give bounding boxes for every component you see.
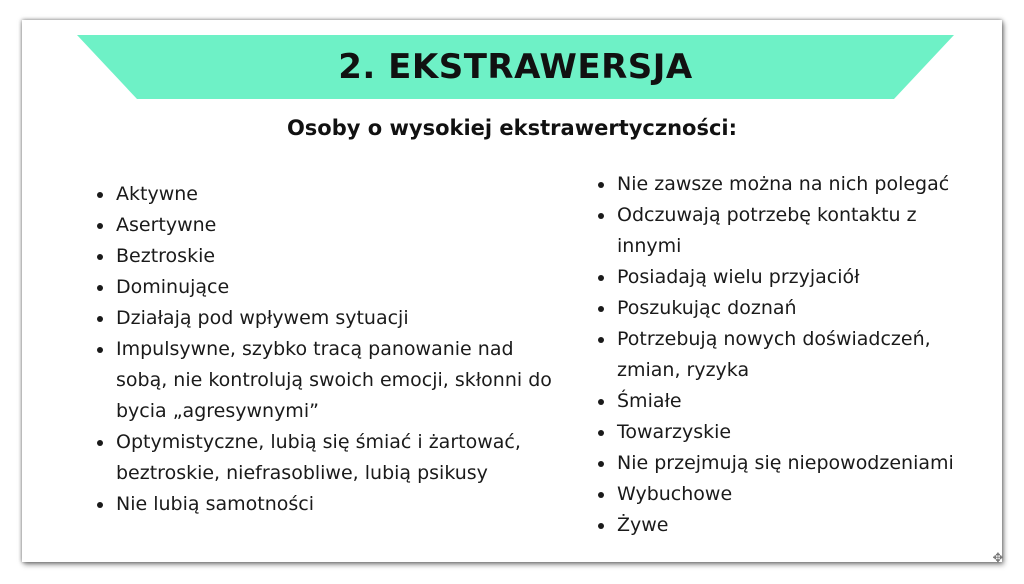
list-item: Potrzebują nowych doświadczeń, zmian, ryzyka	[597, 324, 987, 386]
list-item: Dominujące	[96, 272, 566, 303]
list-item: Działają pod wpływem sytuacji	[96, 303, 566, 334]
title-banner	[77, 35, 954, 99]
move-handle-icon[interactable]: ✥	[992, 550, 1004, 565]
list-item: Nie zawsze można na nich polegać	[597, 169, 987, 200]
list-item: Poszukując doznań	[597, 293, 987, 324]
list-item: Towarzyskie	[597, 417, 987, 448]
list-item: Wybuchowe	[597, 479, 987, 510]
list-item: Posiadają wielu przyjaciół	[597, 262, 987, 293]
list-item: Optymistyczne, lubią się śmiać i żartować, beztroskie, niefrasobliwe, lubią psikusy	[96, 427, 566, 489]
list-item: Beztroskie	[96, 241, 566, 272]
list-item: Odczuwają potrzebę kontaktu z innymi	[597, 200, 987, 262]
list-item: Aktywne	[96, 179, 566, 210]
list-item: Asertywne	[96, 210, 566, 241]
list-item: Nie lubią samotności	[96, 489, 566, 520]
list-item: Żywe	[597, 510, 987, 541]
list-item: Śmiałe	[597, 386, 987, 417]
slide-subtitle: Osoby o wysokiej ekstrawertyczności:	[286, 116, 738, 140]
slide-title: 2. EKSTRAWERSJA	[338, 47, 693, 87]
slide	[22, 20, 1002, 562]
list-item: Impulsywne, szybko tracą panowanie nad sobą, nie kontrolują swoich emocji, skłonni do bycia „agresywnymi”	[96, 334, 566, 427]
list-item: Nie przejmują się niepowodzeniami	[597, 448, 987, 479]
left-bullet-list	[96, 179, 566, 520]
right-bullet-list	[597, 169, 987, 541]
